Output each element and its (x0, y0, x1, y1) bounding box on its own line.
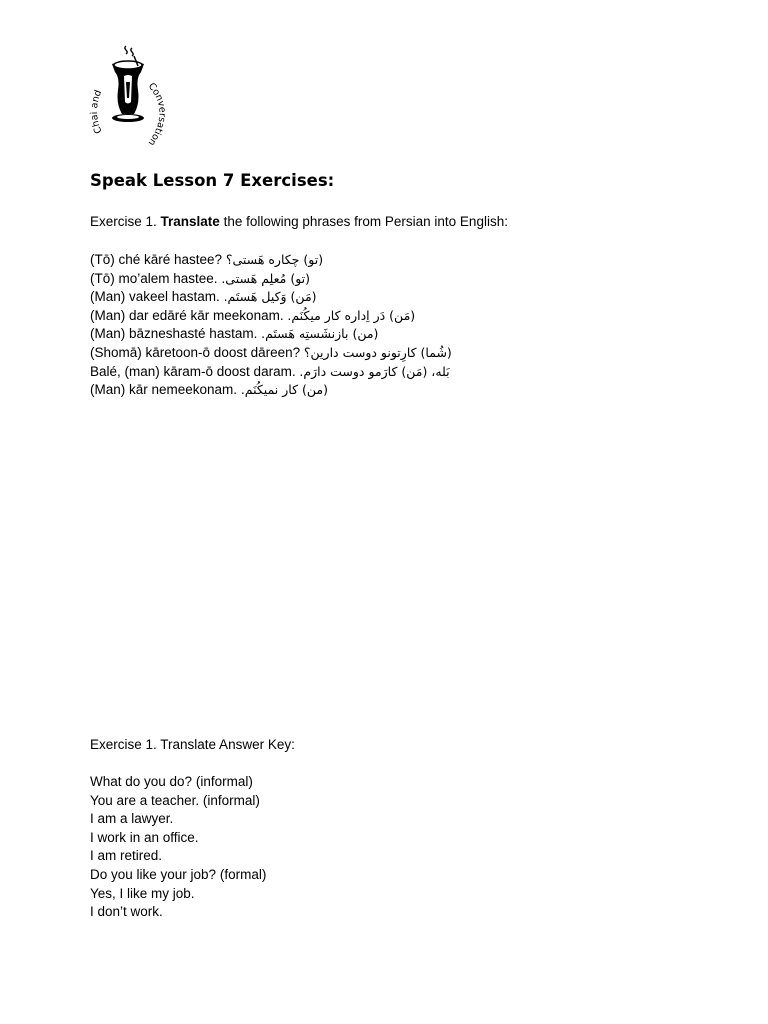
phrase-latin: (Tō) mo’alem hastee. (90, 270, 218, 286)
phrase-latin: Balé, (man) kāram-ō doost daram. (90, 363, 296, 379)
phrase-item (90, 381, 452, 400)
answer-item: Yes, I like my job. (90, 885, 195, 901)
phrase-persian: (من) بازنشَستِه هَستَم. (261, 326, 379, 342)
phrase-item (90, 270, 452, 289)
phrase-persian: (تو) مُعلِم هَستی. (221, 270, 311, 286)
exercise-prefix: Exercise 1. (90, 214, 161, 229)
steam-icon (125, 46, 133, 56)
phrase-latin: (Man) kār nemeekonam. (90, 382, 238, 398)
answer-item: I don’t work. (90, 904, 163, 920)
phrase-persian: (من) کار نمیکُنَم. (240, 382, 328, 398)
answer-list (90, 773, 266, 922)
phrase-persian: بَله، (مَن) کارَمو دوست دارَم. (299, 363, 450, 379)
phrase-latin: (Man) bāzneshasté hastam. (90, 326, 258, 342)
answer-item: What do you do? (informal) (90, 774, 253, 789)
phrase-latin: (Tō) ché kāré hastee? (90, 252, 223, 267)
phrase-latin: (Man) dar edāré kār meekonam. (90, 307, 284, 323)
phrase-latin: (Shomā) kāretoon-ō doost dāreen? (90, 344, 301, 360)
answer-item: I am retired. (90, 848, 163, 864)
exercise-instructions (90, 213, 508, 231)
exercise-bold-word: Translate (160, 214, 220, 229)
phrase-list (90, 251, 452, 400)
phrase-item (90, 325, 452, 344)
phrase-persian: (تو) چکاره هَستی؟ (225, 252, 324, 267)
answer-key-heading: Exercise 1. Translate Answer Key: (90, 737, 295, 752)
phrase-persian: (شُما) کارِتونو دوست دارین؟ (303, 344, 452, 360)
phrase-item (90, 363, 452, 382)
answer-item: Do you like your job? (formal) (90, 866, 267, 882)
phrase-item (90, 251, 452, 270)
answer-item: You are a teacher. (informal) (90, 792, 260, 808)
phrase-persian: (مَن) دَر اِداره کار میکُنَم. (287, 307, 416, 323)
answer-item: I work in an office. (90, 829, 199, 845)
logo-right-text: Conversation (145, 80, 168, 148)
page-title: Speak Lesson 7 Exercises: (90, 171, 335, 190)
logo-left-text: Chai and (88, 88, 105, 136)
tea-glass-icon (112, 56, 144, 122)
phrase-item (90, 344, 452, 363)
phrase-latin: (Man) vakeel hastam. (90, 289, 220, 305)
phrase-item (90, 307, 452, 326)
chai-logo (88, 42, 170, 150)
exercise-rest: the following phrases from Persian into English: (219, 214, 508, 229)
phrase-item (90, 288, 452, 307)
phrase-persian: (مَن) وَکیل هَستَم. (223, 289, 317, 305)
answer-item: I am a lawyer. (90, 811, 174, 827)
